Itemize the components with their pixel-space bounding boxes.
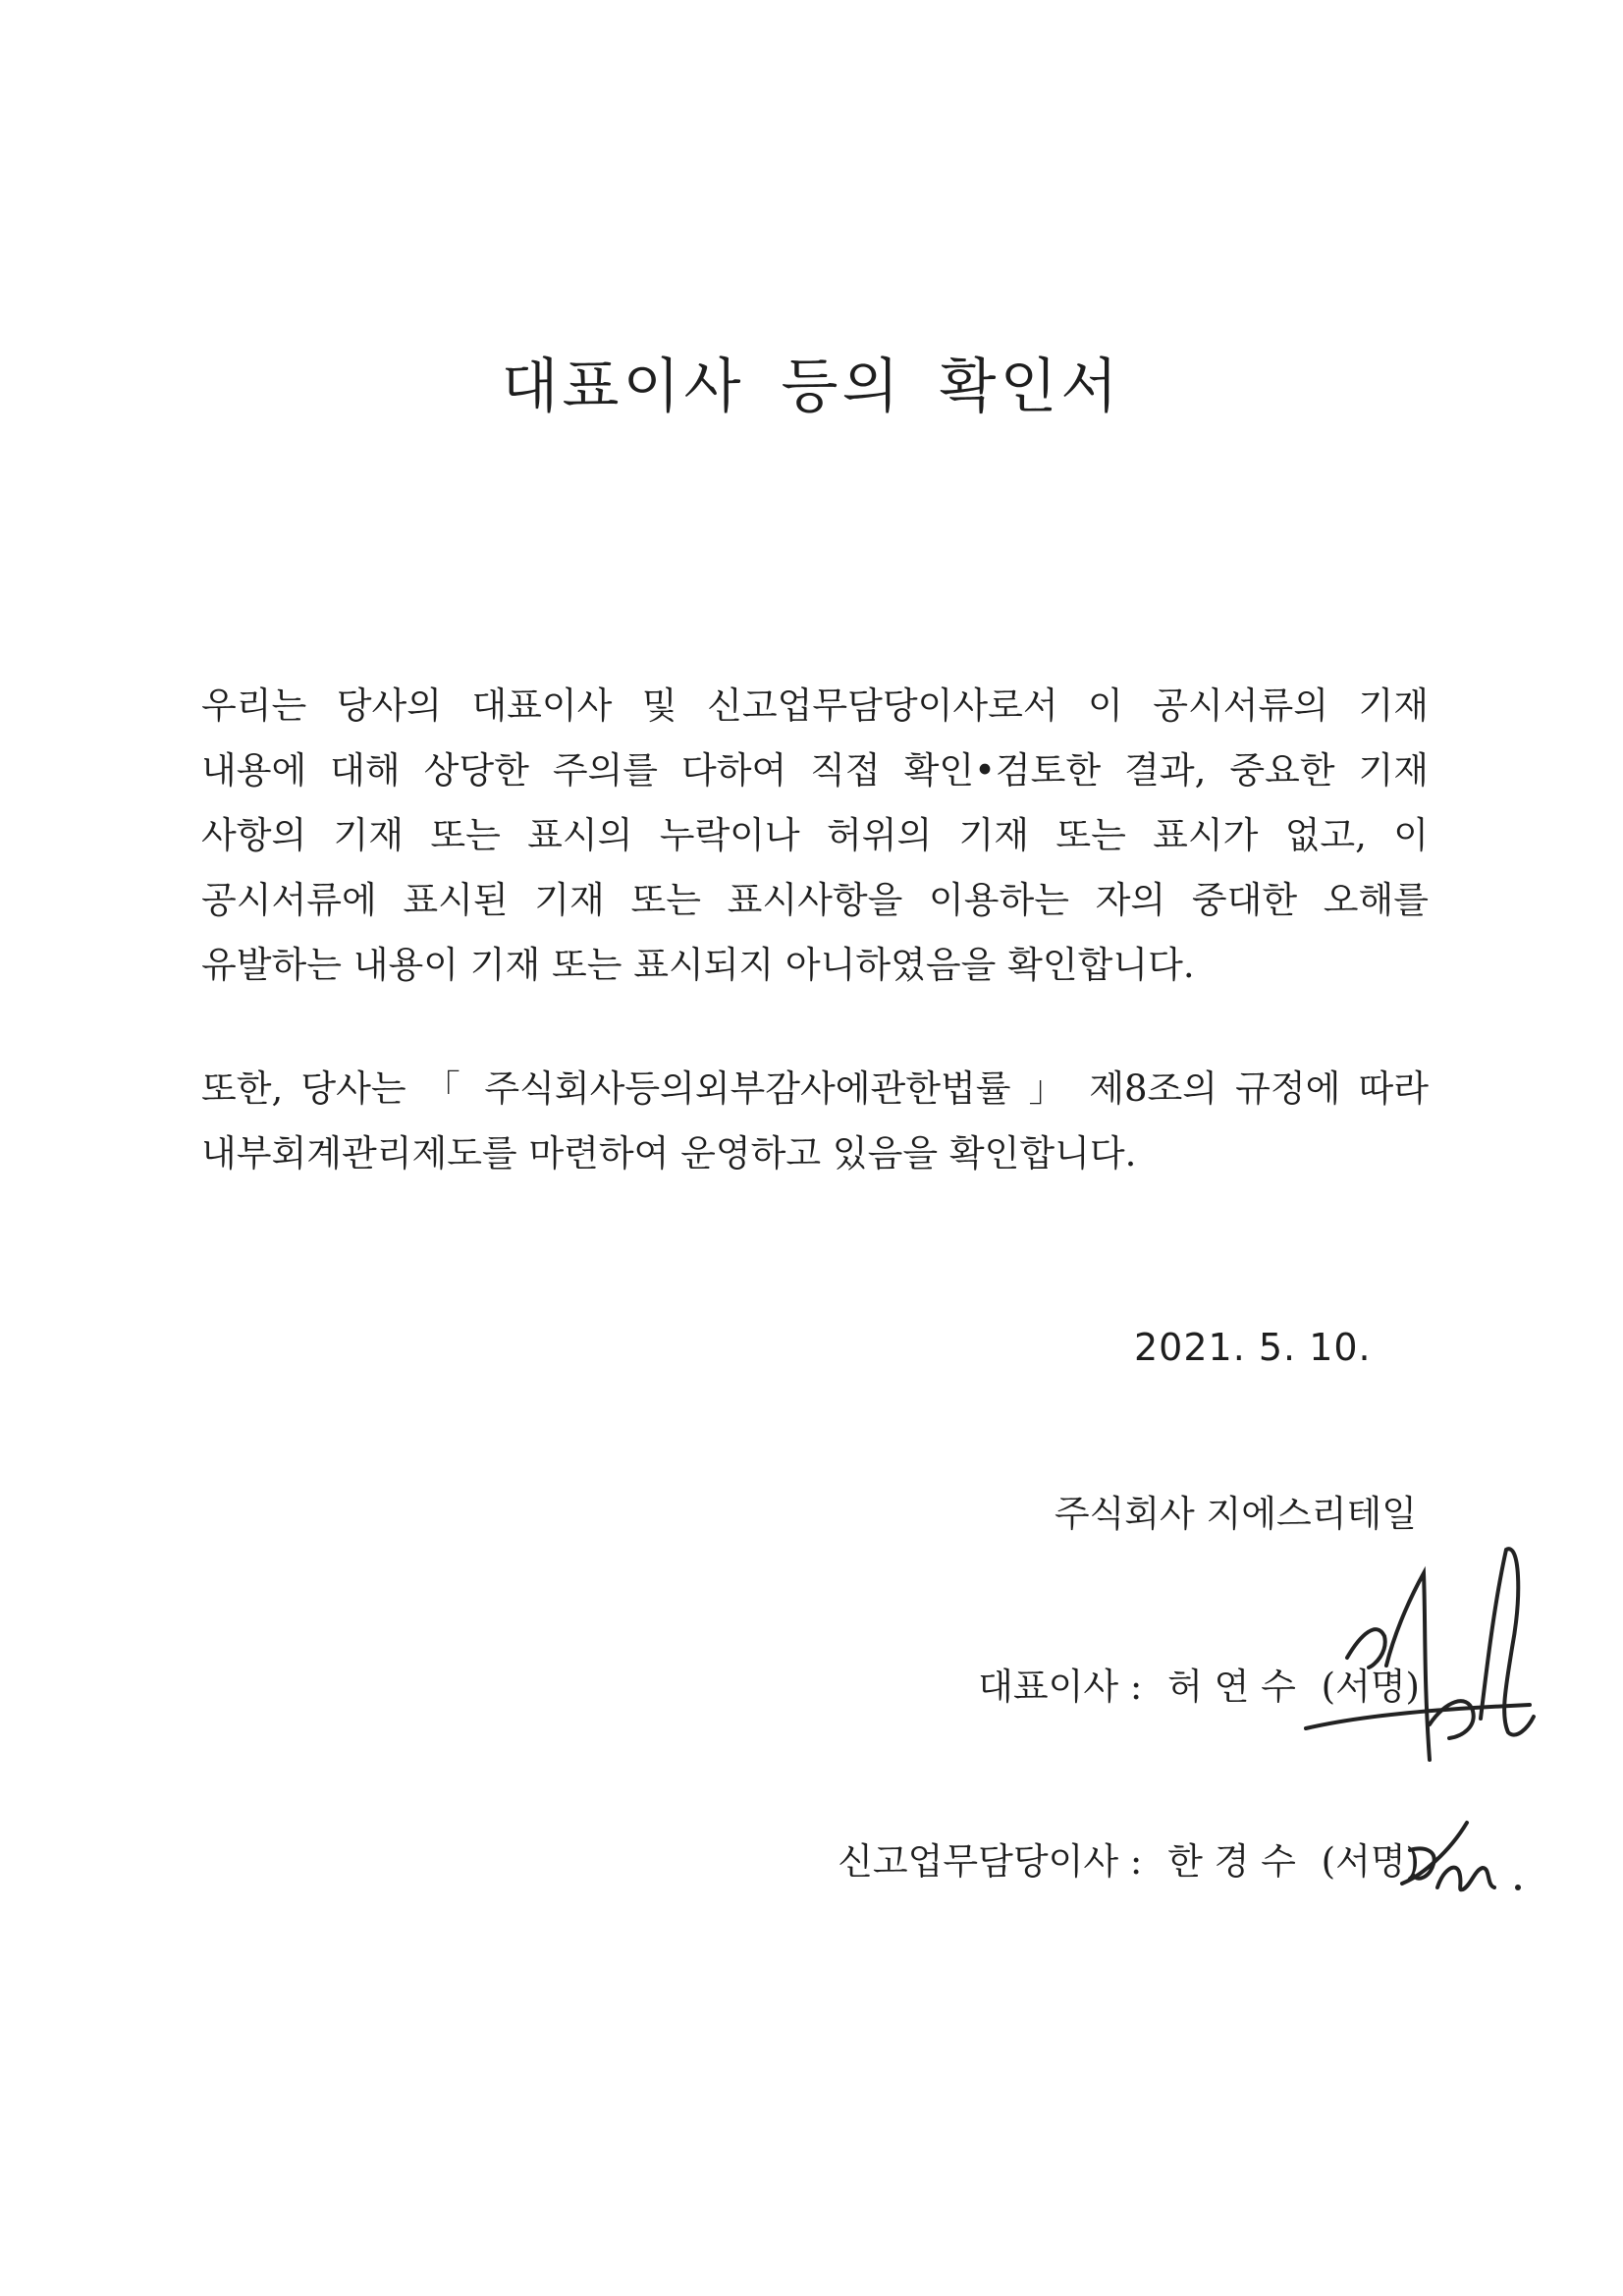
confirmation-paragraph [201, 674, 1429, 998]
officer-sign-label: (서명) [1321, 1840, 1420, 1883]
paragraph-line: 내부회계관리제도를 마련하여 운영하고 있음을 확인합니다. [201, 1132, 1137, 1175]
document-title: 대표이사 등의 확인서 [501, 353, 1122, 421]
document-date: 2021. 5. 10. [1134, 1326, 1372, 1369]
company-name: 주식회사 지에스리테일 [1054, 1493, 1417, 1535]
paragraph-line: 사항의 기재 또는 표시의 누락이나 허위의 기재 또는 표시가 없고, 이 [201, 814, 1429, 856]
paragraph-line: 공시서류에 표시된 기재 또는 표시사항을 이용하는 자의 중대한 오해를 [201, 879, 1429, 921]
paragraph-line: 내용에 대해 상당한 주의를 다하여 직접 확인•검토한 결과, 중요한 기재 [201, 749, 1429, 792]
paragraph-line: 유발하는 내용이 기재 또는 표시되지 아니하였음을 확인합니다. [201, 944, 1195, 986]
officer-role-label: 신고업무담당이사 : [838, 1840, 1143, 1883]
officer-handwritten-signature [1394, 1807, 1542, 1905]
paragraph-line: 우리는 당사의 대표이사 및 신고업무담당이사로서 이 공시서류의 기재 [201, 684, 1429, 727]
officer-signature-line [838, 1832, 1420, 1891]
internal-control-paragraph [201, 1057, 1429, 1186]
ceo-sign-label: (서명) [1321, 1666, 1420, 1708]
ceo-role-label: 대표이사 : [978, 1666, 1143, 1708]
ceo-name: 허 연 수 [1167, 1666, 1296, 1708]
ceo-handwritten-signature [1276, 1532, 1561, 1777]
officer-name: 한 경 수 [1167, 1840, 1296, 1883]
paragraph-line: 또한, 당사는 「 주식회사등의외부감사에관한법률 」 제8조의 규정에 따라 [201, 1067, 1429, 1110]
